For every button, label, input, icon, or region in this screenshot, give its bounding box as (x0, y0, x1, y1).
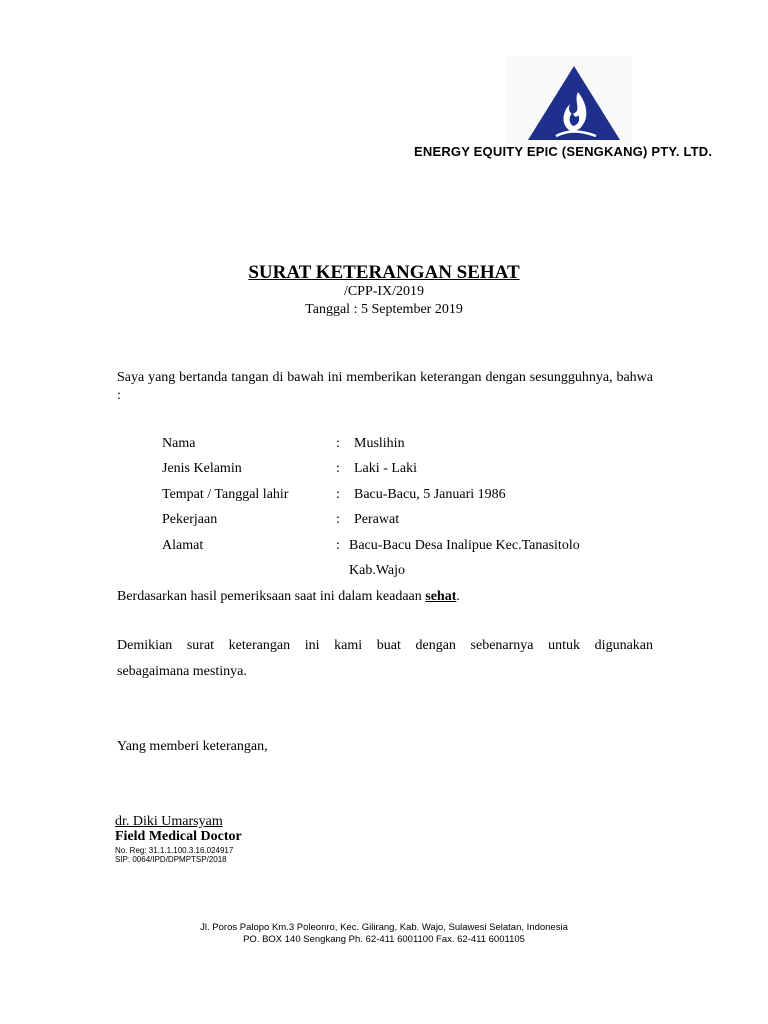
reference-number: /CPP-IX/2019 (343, 284, 425, 299)
field-label-birth: Tempat / Tanggal lahir (162, 487, 289, 502)
result-status: sehat (425, 589, 457, 604)
result-prefix: Berdasarkan hasil pemeriksaan saat ini dalam keadaan (117, 589, 426, 604)
signoff: Yang memberi keterangan, (117, 739, 268, 754)
document-date: Tanggal : 5 September 2019 (305, 302, 463, 317)
sip-number: SIP: 0064/IPD/DPMPTSP/2018 (115, 855, 227, 864)
registration-number: No. Reg: 31.1.1.100.3.16.024917 (115, 846, 234, 855)
result-suffix: . (456, 589, 460, 604)
field-label-gender: Jenis Kelamin (162, 461, 242, 476)
field-value-gender: Laki - Laki (354, 461, 417, 476)
signatory-title: Field Medical Doctor (115, 829, 242, 844)
field-colon: : (336, 512, 340, 527)
field-value-name: Muslihin (354, 436, 405, 451)
company-name: ENERGY EQUITY EPIC (SENGKANG) PTY. LTD. (414, 144, 713, 159)
closing-line-1: Demikian surat keterangan ini kami buat dengan sebenarnya untuk digunakan (117, 638, 653, 653)
field-colon: : (336, 538, 340, 553)
document-title: SURAT KETERANGAN SEHAT (248, 262, 520, 283)
intro-paragraph: Saya yang bertanda tangan di bawah ini memberikan keterangan dengan sesungguhnya, bahwa : (117, 370, 653, 403)
closing-line-2: sebagaimana mestinya. (117, 664, 247, 679)
field-colon: : (336, 436, 340, 451)
signatory-name: dr. Diki Umarsyam (115, 814, 223, 829)
flame-triangle-icon (506, 56, 632, 146)
field-label-occupation: Pekerjaan (162, 512, 218, 527)
field-value-occupation: Perawat (354, 512, 400, 527)
field-value-address-line2: Kab.Wajo (349, 563, 406, 578)
footer-address: Jl. Poros Palopo Km.3 Poleonro, Kec. Gilirang, Kab. Wajo, Sulawesi Selatan, Indonesia (200, 922, 568, 933)
field-label-name: Nama (162, 436, 196, 451)
footer-contact: PO. BOX 140 Sengkang Ph. 62-411 6001100 Fax. 62-411 6001105 (243, 934, 525, 945)
field-value-address: Bacu-Bacu Desa Inalipue Kec.Tanasitolo (349, 538, 580, 553)
field-colon: : (336, 461, 340, 476)
field-label-address: Alamat (162, 538, 204, 553)
field-colon: : (336, 487, 340, 502)
result-statement (117, 588, 653, 606)
company-logo (506, 56, 632, 146)
field-value-birth: Bacu-Bacu, 5 Januari 1986 (354, 487, 506, 502)
